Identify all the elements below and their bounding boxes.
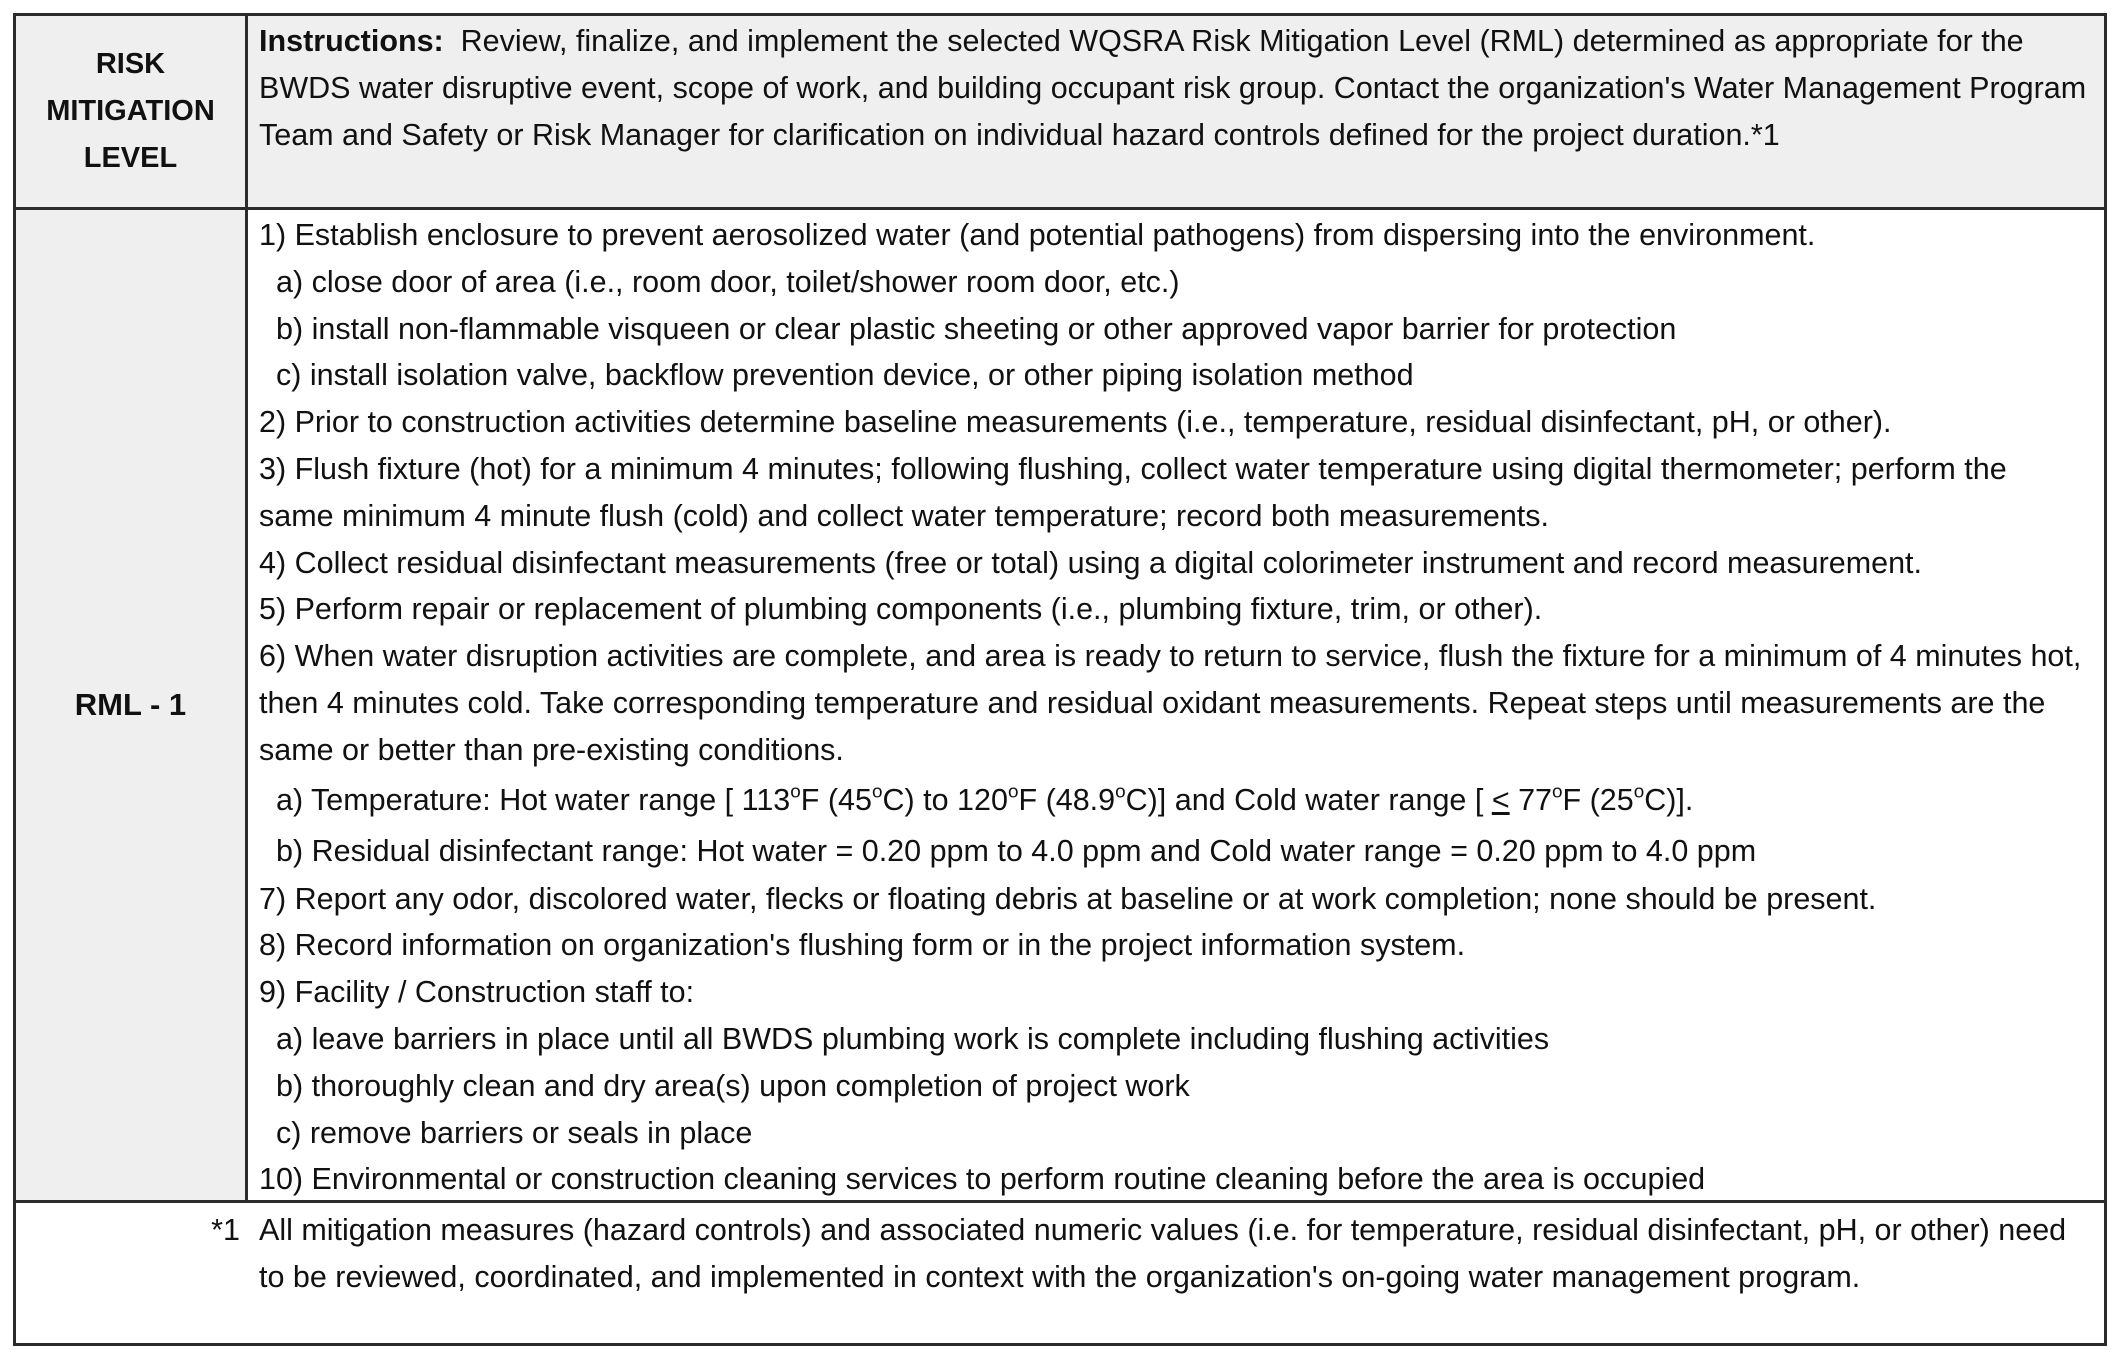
risk-mitigation-level-heading — [16, 16, 248, 207]
step-6: 6) When water disruption activities are complete, and area is ready to return to service, flush the fixture for a minimum of 4 minutes hot, then 4 minutes cold. Take corresponding temperature and residual oxidant measurements. Repeat steps until measurements are the same or better than pre-existing conditions. — [259, 639, 2082, 767]
step-6a-temperature: a) Temperature: Hot water range [ 113$^o$F (45$^o$C) to 120$^o$F (48.9$^o$C)] and Cold water range [ < $77^oF$ (25$^o$C)]. — [276, 781, 1694, 817]
step-9: 9) Facility / Construction staff to: — [259, 975, 695, 1010]
step-4: 4) Collect residual disinfectant measurements (free or total) using a digital colorimeter instrument and record measurement. — [259, 545, 1922, 580]
rml-1-row — [16, 210, 2104, 1203]
step-9b: b) thoroughly clean and dry area(s) upon completion of project work — [276, 1068, 1190, 1103]
step-1a: a) close door of area (i.e., room door, toilet/shower room door, etc.) — [276, 264, 1180, 299]
instructions-label: Instructions: — [259, 24, 444, 58]
step-1c: c) install isolation valve, backflow prevention device, or other piping isolation method — [276, 358, 1414, 393]
rml-level-label: RML - 1 — [16, 210, 248, 1200]
step-1b: b) install non-flammable visqueen or clear plastic sheeting or other approved vapor barrier for protection — [276, 311, 1677, 346]
rml-table — [13, 13, 2107, 1346]
footnote-marker: *1 — [211, 1213, 240, 1247]
step-9c: c) remove barriers or seals in place — [276, 1115, 753, 1150]
heading-line-1: RISK — [95, 48, 166, 80]
heading-line-2: MITIGATION — [46, 95, 215, 127]
step-5: 5) Perform repair or replacement of plumbing components (i.e., plumbing fixture, trim, or other). — [259, 592, 1543, 627]
step-8: 8) Record information on organization's flushing form or in the project information system. — [259, 928, 1466, 963]
header-row — [16, 16, 2104, 210]
step-7: 7) Report any odor, discolored water, flecks or floating debris at baseline or at work completion; none should be present. — [259, 881, 1877, 916]
step-10: 10) Environmental or construction cleaning services to perform routine cleaning before the area is occupied — [259, 1162, 1706, 1197]
step-3: 3) Flush fixture (hot) for a minimum 4 minutes; following flushing, collect water temperature using digital thermometer; perform the same minimum 4 minute flush (cold) and collect water temperature; record both measurements. — [259, 451, 2007, 533]
step-2: 2) Prior to construction activities determine baseline measurements (i.e., temperature, residual disinfectant, pH, or other). — [259, 405, 1892, 440]
rml-steps-cell — [248, 210, 2104, 1200]
step-9a: a) leave barriers in place until all BWDS plumbing work is complete including flushing activities — [276, 1021, 1550, 1056]
instructions-text: Review, finalize, and implement the selected WQSRA Risk Mitigation Level (RML) determined as appropriate for the BWDS water disruptive event, scope of work, and building occupant risk group. Contact the organization's Water Management Program Team and Safety or Risk Manager for clarification on individual hazard controls defined for the project duration.*1 — [259, 24, 2087, 152]
step-6b: b) Residual disinfectant range: Hot water = 0.20 ppm to 4.0 ppm and Cold water range = 0.20 ppm to 4.0 ppm — [276, 833, 1757, 868]
instructions-cell — [248, 16, 2104, 207]
step-1: 1) Establish enclosure to prevent aerosolized water (and potential pathogens) from dispersing into the environment. — [259, 218, 1816, 252]
less-equal-symbol: < — [1491, 782, 1510, 817]
heading-line-3: LEVEL — [83, 142, 178, 174]
footnote-row — [16, 1203, 2104, 1340]
footnote-text: All mitigation measures (hazard controls) and associated numeric values (i.e. for temperature, residual disinfectant, pH, or other) need to be reviewed, coordinated, and implemented in context with the organization's on-going water management program. — [259, 1213, 2067, 1294]
